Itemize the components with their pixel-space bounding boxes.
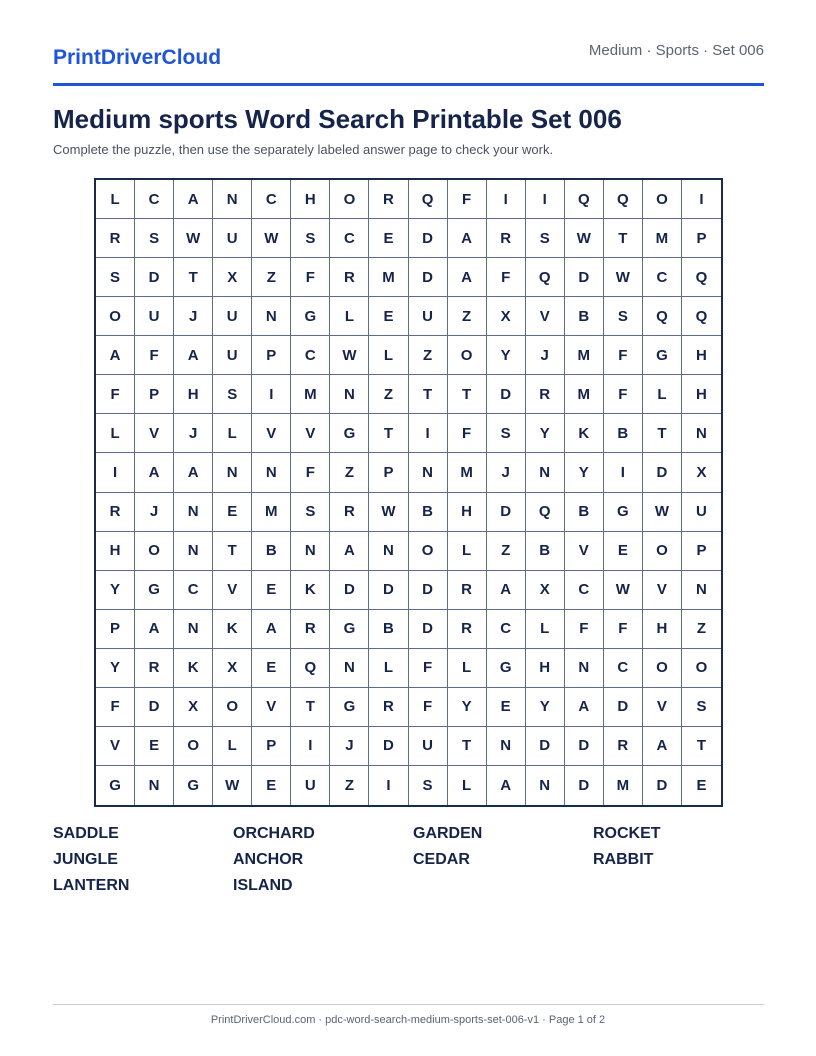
grid-cell: M: [369, 258, 408, 297]
grid-cell: J: [135, 493, 174, 532]
grid-cell: Q: [565, 180, 604, 219]
grid-cell: Y: [526, 688, 565, 727]
grid-cell: M: [565, 336, 604, 375]
grid-cell: S: [409, 766, 448, 805]
word-list-item: SADDLE: [53, 825, 119, 842]
grid-cell: M: [291, 375, 330, 414]
grid-cell: A: [174, 336, 213, 375]
grid-cell: W: [213, 766, 252, 805]
grid-cell: T: [448, 375, 487, 414]
grid-cell: I: [682, 180, 721, 219]
grid-cell: T: [448, 727, 487, 766]
grid-cell: K: [174, 649, 213, 688]
grid-cell: A: [448, 258, 487, 297]
grid-cell: Y: [565, 453, 604, 492]
grid-cell: Z: [682, 610, 721, 649]
grid-cell: F: [448, 414, 487, 453]
grid-cell: D: [565, 258, 604, 297]
word-list-item: RABBIT: [593, 851, 654, 868]
grid-cell: D: [330, 571, 369, 610]
grid-cell: S: [96, 258, 135, 297]
word-list-item: LANTERN: [53, 877, 130, 894]
grid-cell: R: [526, 375, 565, 414]
grid-cell: S: [291, 219, 330, 258]
grid-cell: A: [96, 336, 135, 375]
grid-cell: O: [682, 649, 721, 688]
page-title: Medium sports Word Search Printable Set 006: [53, 104, 622, 134]
grid-cell: Q: [682, 258, 721, 297]
grid-cell: N: [409, 453, 448, 492]
grid-cell: N: [174, 532, 213, 571]
grid-cell: R: [448, 571, 487, 610]
grid-cell: W: [174, 219, 213, 258]
grid-cell: O: [174, 727, 213, 766]
grid-cell: I: [604, 453, 643, 492]
grid-cell: J: [330, 727, 369, 766]
grid-cell: O: [213, 688, 252, 727]
brand-logo-text: PrintDriverCloud: [53, 46, 222, 69]
grid-cell: Q: [643, 297, 682, 336]
grid-cell: O: [135, 532, 174, 571]
grid-cell: C: [604, 649, 643, 688]
grid-cell: P: [96, 610, 135, 649]
grid-cell: W: [369, 493, 408, 532]
grid-cell: N: [213, 453, 252, 492]
grid-cell: C: [252, 180, 291, 219]
grid-cell: V: [252, 688, 291, 727]
grid-cell: O: [643, 649, 682, 688]
grid-cell: R: [369, 688, 408, 727]
grid-cell: U: [409, 727, 448, 766]
grid-cell: T: [291, 688, 330, 727]
grid-cell: M: [448, 453, 487, 492]
grid-cell: T: [682, 727, 721, 766]
grid-cell: P: [682, 532, 721, 571]
grid-cell: F: [565, 610, 604, 649]
grid-cell: A: [135, 610, 174, 649]
grid-cell: N: [291, 532, 330, 571]
grid-cell: S: [526, 219, 565, 258]
grid-cell: W: [565, 219, 604, 258]
grid-cell: I: [291, 727, 330, 766]
page-footer: PrintDriverCloud.com · pdc-word-search-medium-sports-set-006-v1 · Page 1 of 2: [210, 1014, 606, 1026]
grid-cell: Y: [526, 414, 565, 453]
grid-cell: D: [643, 766, 682, 805]
grid-cell: P: [682, 219, 721, 258]
grid-cell: B: [604, 414, 643, 453]
grid-cell: V: [643, 571, 682, 610]
grid-cell: B: [409, 493, 448, 532]
grid-cell: K: [213, 610, 252, 649]
grid-cell: E: [696, 776, 707, 794]
grid-cell: I: [369, 766, 408, 805]
grid-cell: I: [96, 453, 135, 492]
grid-cell: F: [604, 375, 643, 414]
grid-cell: J: [526, 336, 565, 375]
grid-cell: T: [604, 219, 643, 258]
grid-cell: D: [409, 571, 448, 610]
grid-cell: L: [369, 649, 408, 688]
grid-cell: M: [565, 375, 604, 414]
grid-cell: U: [135, 297, 174, 336]
grid-cell: Z: [369, 375, 408, 414]
grid-cell: N: [252, 297, 291, 336]
grid-cell: O: [643, 180, 682, 219]
word-list-item: CEDAR: [413, 851, 470, 868]
grid-cell: V: [213, 571, 252, 610]
grid-cell: X: [174, 688, 213, 727]
grid-cell: L: [213, 727, 252, 766]
grid-cell: Z: [448, 297, 487, 336]
grid-cell: N: [252, 453, 291, 492]
grid-cell: M: [643, 219, 682, 258]
word-list-item: ORCHARD: [233, 825, 315, 842]
grid-cell: L: [448, 649, 487, 688]
grid-cell: F: [291, 453, 330, 492]
grid-cell: A: [487, 766, 526, 805]
grid-cell: A: [330, 532, 369, 571]
grid-cell: J: [487, 453, 526, 492]
grid-cell: F: [291, 258, 330, 297]
grid-cell: H: [526, 649, 565, 688]
grid-cell: A: [174, 180, 213, 219]
grid-cell: A: [643, 727, 682, 766]
grid-cell: G: [174, 766, 213, 805]
grid-cell: G: [135, 571, 174, 610]
header-divider: [53, 83, 764, 86]
grid-cell: E: [213, 493, 252, 532]
grid-cell: N: [330, 649, 369, 688]
grid-cell: L: [369, 336, 408, 375]
grid-cell: L: [96, 180, 135, 219]
grid-cell: N: [526, 766, 565, 805]
grid-cell: D: [565, 727, 604, 766]
grid-cell: X: [526, 571, 565, 610]
word-list-item: JUNGLE: [53, 851, 118, 868]
grid-cell: W: [252, 219, 291, 258]
grid-cell: L: [526, 610, 565, 649]
grid-cell: P: [252, 336, 291, 375]
footer-divider: [53, 1004, 764, 1005]
grid-cell: U: [682, 493, 721, 532]
grid-cell: C: [174, 571, 213, 610]
grid-cell: C: [565, 571, 604, 610]
grid-cell: W: [604, 571, 643, 610]
grid-cell: N: [174, 610, 213, 649]
grid-cell: N: [213, 180, 252, 219]
grid-cell: P: [252, 727, 291, 766]
grid-cell: D: [409, 258, 448, 297]
grid-cell: H: [96, 532, 135, 571]
grid-cell: F: [604, 610, 643, 649]
grid-cell: J: [174, 297, 213, 336]
grid-cell: G: [330, 414, 369, 453]
grid-cell: Z: [487, 532, 526, 571]
grid-cell: L: [448, 532, 487, 571]
word-list-item: ANCHOR: [233, 851, 304, 868]
grid-cell: X: [213, 258, 252, 297]
grid-cell: F: [96, 375, 135, 414]
page-header: [53, 40, 764, 85]
grid-cell: Q: [682, 297, 721, 336]
grid-cell: C: [330, 219, 369, 258]
grid-cell: T: [369, 414, 408, 453]
grid-cell: G: [330, 610, 369, 649]
grid-cell: R: [291, 610, 330, 649]
grid-cell: H: [448, 493, 487, 532]
grid-cell: L: [96, 414, 135, 453]
grid-cell: A: [135, 453, 174, 492]
grid-cell: P: [369, 453, 408, 492]
grid-cell: G: [96, 766, 135, 805]
grid-cell: T: [213, 532, 252, 571]
word-list: [53, 825, 773, 896]
grid-cell: W: [643, 493, 682, 532]
grid-cell: D: [369, 727, 408, 766]
grid-cell: N: [487, 727, 526, 766]
grid-cell: G: [487, 649, 526, 688]
grid-cell: R: [448, 610, 487, 649]
grid-cell: S: [291, 493, 330, 532]
grid-cell: X: [682, 453, 721, 492]
grid-cell: R: [96, 493, 135, 532]
grid-cell: F: [135, 336, 174, 375]
grid-cell: H: [174, 375, 213, 414]
grid-cell: P: [135, 375, 174, 414]
grid-cell: S: [135, 219, 174, 258]
grid-cell: J: [174, 414, 213, 453]
grid-cell: T: [409, 375, 448, 414]
word-list-item: GARDEN: [413, 825, 483, 842]
grid-cell: B: [252, 532, 291, 571]
grid-cell: Y: [487, 336, 526, 375]
grid-cell: K: [565, 414, 604, 453]
grid-cell: Q: [291, 649, 330, 688]
grid-cell: E: [604, 532, 643, 571]
grid-cell: G: [604, 493, 643, 532]
grid-cell: M: [604, 766, 643, 805]
grid-cell: D: [565, 766, 604, 805]
grid-cell: U: [291, 766, 330, 805]
grid-cell: D: [643, 453, 682, 492]
grid-cell: N: [682, 414, 721, 453]
grid-cell: H: [643, 610, 682, 649]
grid-cell: T: [643, 414, 682, 453]
grid-cell: Q: [526, 258, 565, 297]
grid-cell: D: [409, 219, 448, 258]
grid-cell: D: [135, 688, 174, 727]
grid-cell: C: [487, 610, 526, 649]
grid-cell: A: [487, 571, 526, 610]
grid-cell: A: [565, 688, 604, 727]
grid-cell: Y: [96, 571, 135, 610]
grid-cell: F: [604, 336, 643, 375]
grid-cell: B: [565, 493, 604, 532]
grid-cell: D: [369, 571, 408, 610]
grid-cell: O: [96, 297, 135, 336]
grid-cell: S: [604, 297, 643, 336]
grid-cell: N: [565, 649, 604, 688]
grid-cell: F: [96, 688, 135, 727]
grid-cell: E: [369, 219, 408, 258]
grid-cell: G: [643, 336, 682, 375]
grid-cell: C: [291, 336, 330, 375]
grid-cell: V: [643, 688, 682, 727]
grid-cell: R: [330, 258, 369, 297]
grid-cell: A: [448, 219, 487, 258]
grid-cell: B: [565, 297, 604, 336]
grid-cell: U: [213, 297, 252, 336]
grid-cell: R: [135, 649, 174, 688]
grid-cell: R: [487, 219, 526, 258]
grid-cell: H: [682, 336, 721, 375]
grid-cell: W: [604, 258, 643, 297]
grid-cell: C: [643, 258, 682, 297]
grid-cell: N: [174, 493, 213, 532]
grid-cell: N: [330, 375, 369, 414]
grid-cell: I: [252, 375, 291, 414]
grid-cell: S: [213, 375, 252, 414]
word-list-item: ROCKET: [593, 825, 661, 842]
grid-cell: E: [487, 688, 526, 727]
grid-cell: O: [448, 336, 487, 375]
grid-cell: W: [330, 336, 369, 375]
grid-cell: U: [213, 219, 252, 258]
grid-cell: V: [526, 297, 565, 336]
grid-cell: O: [643, 532, 682, 571]
grid-cell: G: [330, 688, 369, 727]
grid-cell: R: [330, 493, 369, 532]
word-search-grid: [94, 178, 723, 807]
grid-cell: Z: [330, 766, 369, 805]
grid-cell: F: [448, 180, 487, 219]
grid-cell: D: [409, 610, 448, 649]
grid-cell: R: [604, 727, 643, 766]
grid-cell: N: [526, 453, 565, 492]
grid-cell: D: [135, 258, 174, 297]
grid-cell: D: [526, 727, 565, 766]
grid-cell: E: [369, 297, 408, 336]
grid-cell: I: [526, 180, 565, 219]
grid-cell: B: [526, 532, 565, 571]
grid-cell: V: [96, 727, 135, 766]
grid-cell: Z: [409, 336, 448, 375]
grid-cell: L: [448, 766, 487, 805]
grid-cell: O: [409, 532, 448, 571]
grid-cell: N: [369, 532, 408, 571]
grid-cell: Z: [330, 453, 369, 492]
grid-cell: U: [409, 297, 448, 336]
grid-cell: V: [252, 414, 291, 453]
grid-cell: V: [135, 414, 174, 453]
word-list-item: ISLAND: [233, 877, 293, 894]
grid-cell: E: [135, 727, 174, 766]
grid-cell: Z: [252, 258, 291, 297]
grid-cell: D: [487, 375, 526, 414]
grid-cell: Q: [409, 180, 448, 219]
grid-cell: Y: [96, 649, 135, 688]
grid-cell: F: [409, 649, 448, 688]
grid-cell: I: [409, 414, 448, 453]
grid-cell: X: [213, 649, 252, 688]
grid-cell: Q: [604, 180, 643, 219]
puzzle-meta: Medium · Sports · Set 006: [588, 42, 764, 59]
grid-cell: S: [487, 414, 526, 453]
grid-cell: E: [252, 649, 291, 688]
grid-cell: B: [369, 610, 408, 649]
grid-cell: Q: [526, 493, 565, 532]
grid-cell: V: [565, 532, 604, 571]
grid-cell: C: [135, 180, 174, 219]
grid-cell: N: [135, 766, 174, 805]
grid-cell: A: [252, 610, 291, 649]
grid-cell: U: [213, 336, 252, 375]
grid-cell: H: [291, 180, 330, 219]
grid-cell: L: [643, 375, 682, 414]
grid-cell: I: [487, 180, 526, 219]
grid-cell: L: [213, 414, 252, 453]
grid-cell: E: [252, 766, 291, 805]
grid-cell: G: [291, 297, 330, 336]
grid-cell: T: [174, 258, 213, 297]
grid-cell: D: [487, 493, 526, 532]
grid-cell: L: [330, 297, 369, 336]
grid-cell: N: [682, 571, 721, 610]
grid-cell: R: [369, 180, 408, 219]
grid-cell: V: [291, 414, 330, 453]
grid-cell: X: [487, 297, 526, 336]
grid-cell: M: [252, 493, 291, 532]
grid-cell: K: [291, 571, 330, 610]
grid-cell: R: [96, 219, 135, 258]
grid-cell: F: [487, 258, 526, 297]
grid-cell: F: [409, 688, 448, 727]
grid-cell: D: [604, 688, 643, 727]
grid-cell: O: [330, 180, 369, 219]
page-subtitle: Complete the puzzle, then use the separately labeled answer page to check your work.: [53, 142, 554, 157]
grid-cell: A: [174, 453, 213, 492]
grid-cell: Y: [448, 688, 487, 727]
grid-cell: H: [682, 375, 721, 414]
grid-cell: E: [252, 571, 291, 610]
grid-cell: S: [682, 688, 721, 727]
